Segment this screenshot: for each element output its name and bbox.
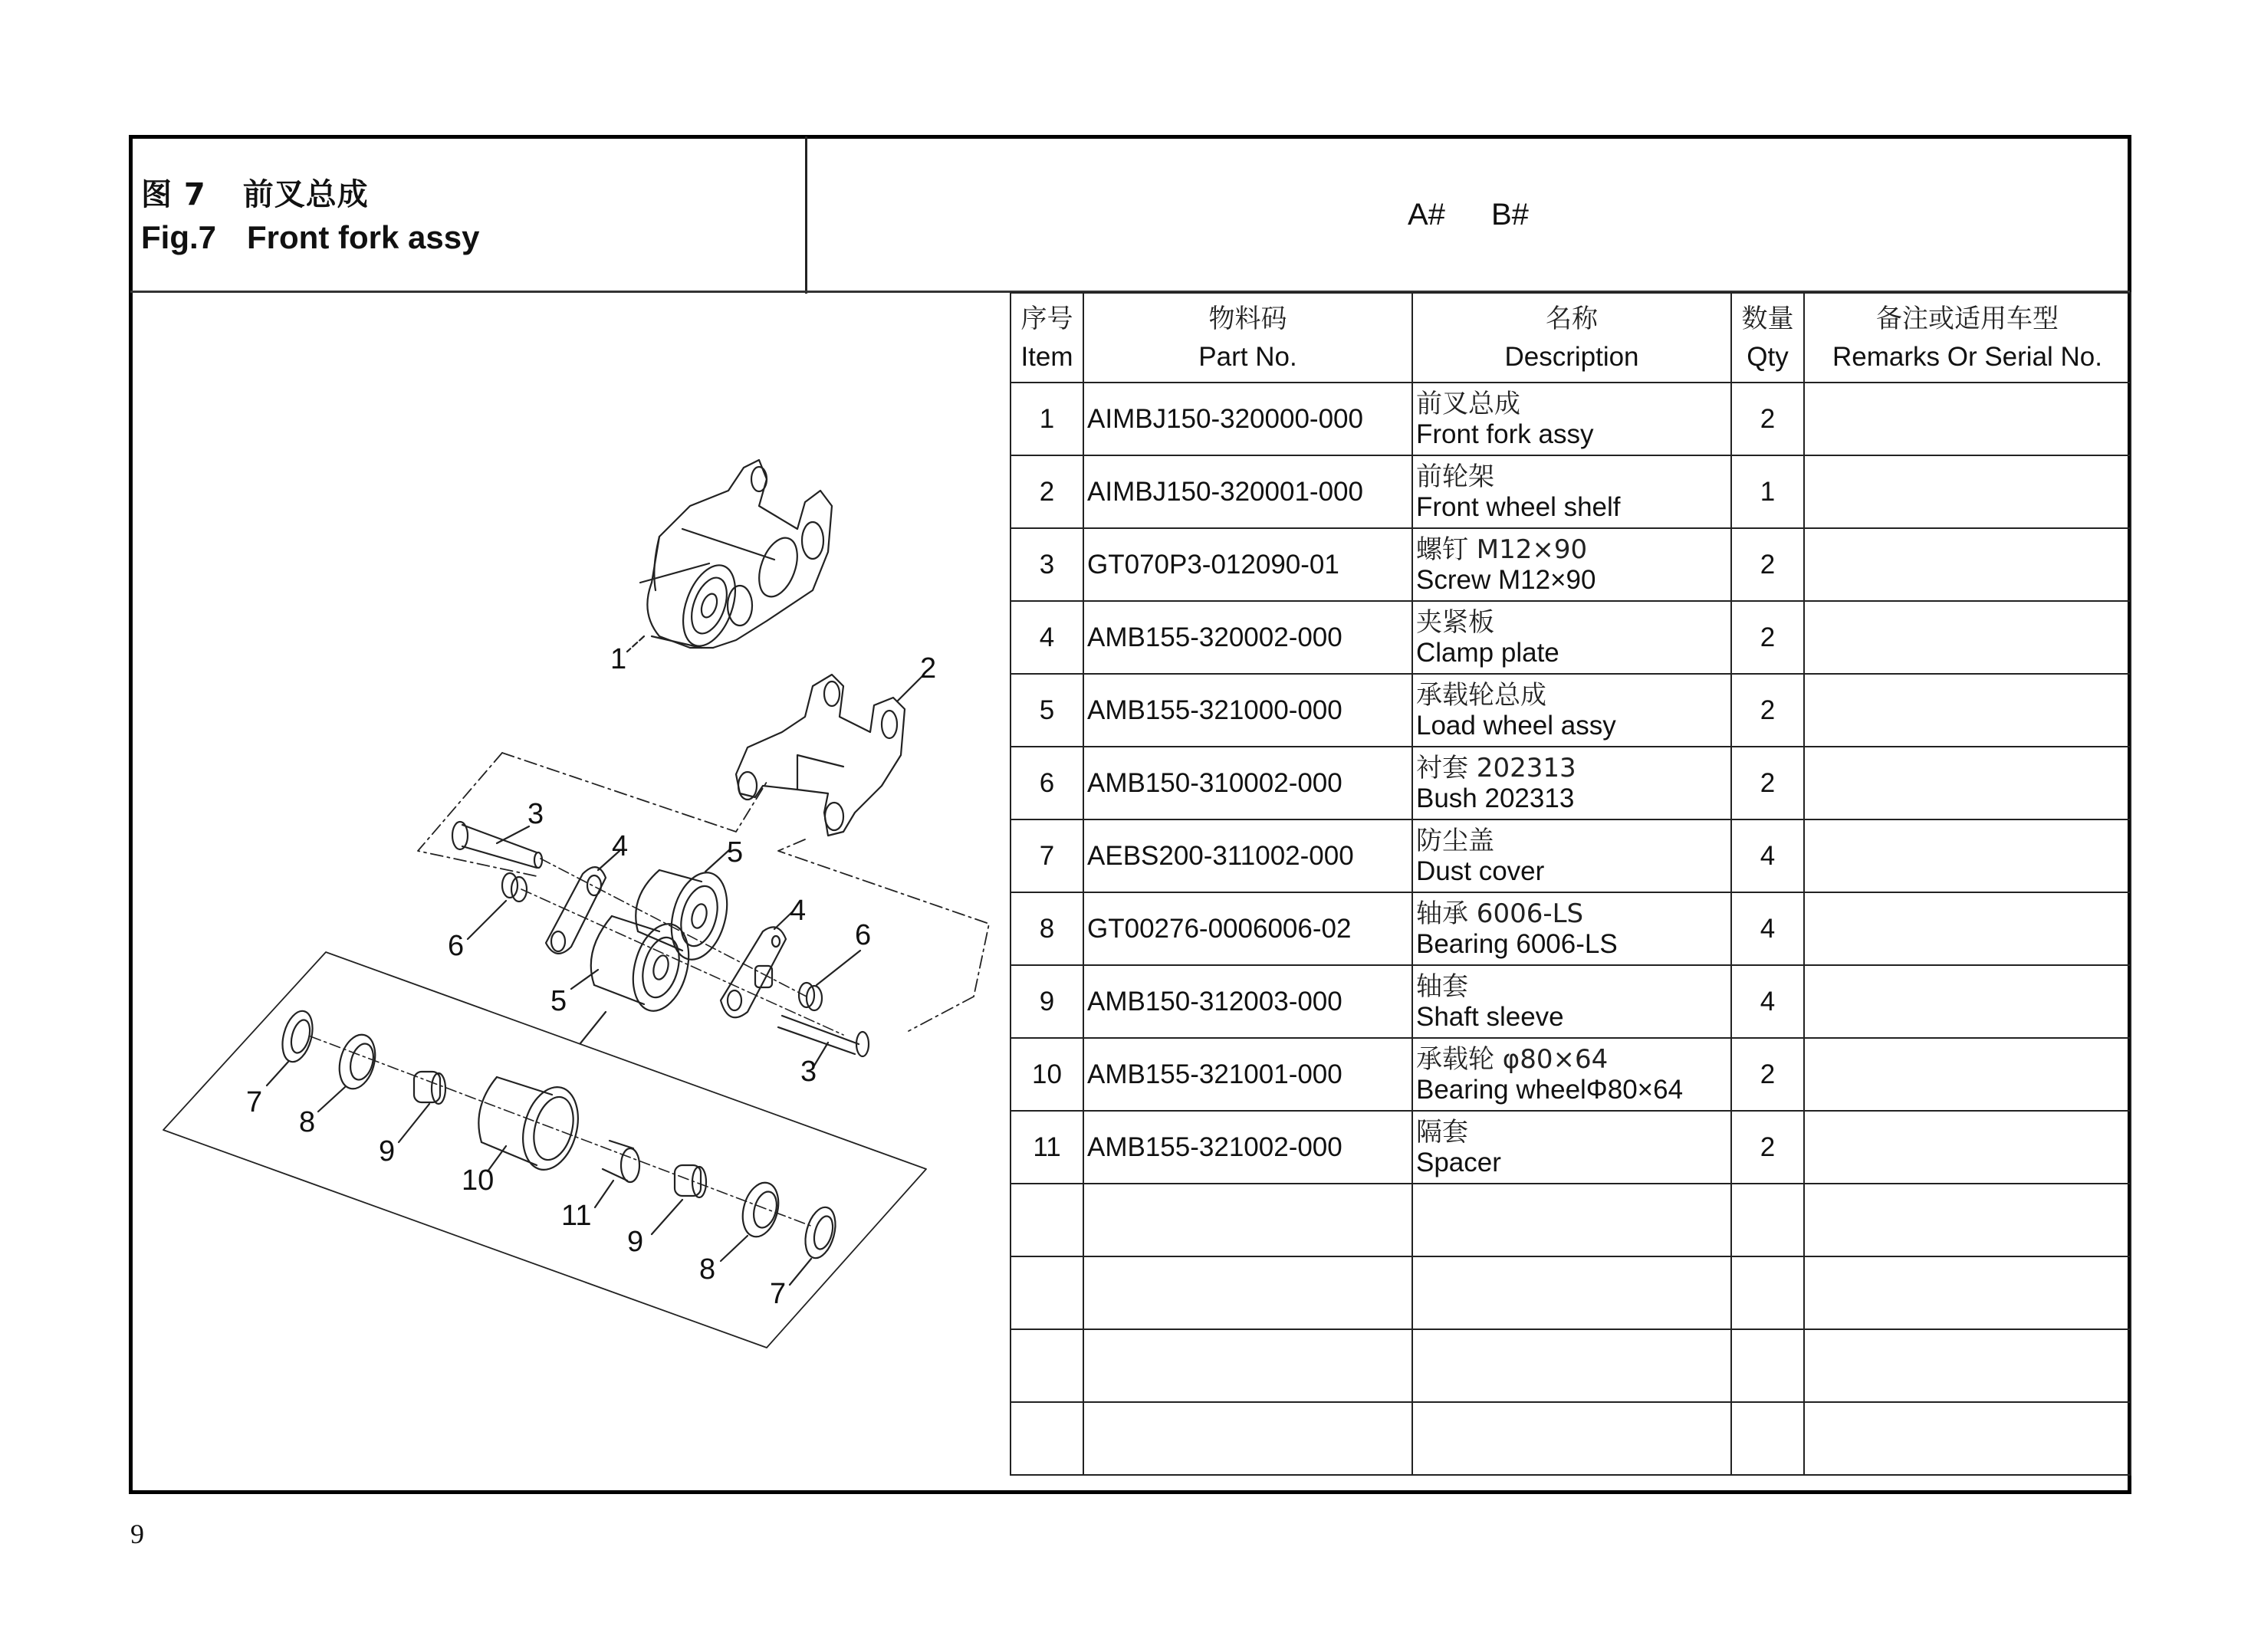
table-row <box>1011 1256 2131 1329</box>
description-cn: 前轮架 <box>1416 461 1494 492</box>
cell-part-no: AIMBJ150-320001-000 <box>1083 455 1412 528</box>
description-cn: 隔套 <box>1416 1116 1468 1148</box>
figure-number-en: Fig.7 <box>141 219 217 255</box>
table-row <box>1011 383 2131 455</box>
cell-part-no: AIMBJ150-320000-000 <box>1083 383 1412 455</box>
description-en: Bush 202313 <box>1416 783 1575 813</box>
cell-part-no: GT00276-0006006-02 <box>1083 892 1412 965</box>
callout-3-upper: 3 <box>527 798 544 830</box>
cell-remarks <box>1804 892 2131 965</box>
callout-1: 1 <box>610 643 627 675</box>
title-divider <box>805 136 807 294</box>
bush-left-drawing <box>468 873 527 939</box>
callout-9-right: 9 <box>627 1226 644 1258</box>
cell-description <box>1412 674 1731 747</box>
cell-part-no: AMB155-320002-000 <box>1083 601 1412 674</box>
table-row <box>1011 819 2131 892</box>
cell-qty <box>1731 1402 1804 1475</box>
description-cn: 轴承 6006-LS <box>1416 898 1584 929</box>
cell-item: 7 <box>1011 819 1083 892</box>
cell-part-no <box>1083 1402 1412 1475</box>
cell-remarks <box>1804 674 2131 747</box>
cell-qty: 4 <box>1731 819 1804 892</box>
table-row <box>1011 965 2131 1038</box>
description-cn: 前叉总成 <box>1416 388 1520 419</box>
figure-name-en: Front fork assy <box>247 219 480 255</box>
callout-7-right: 7 <box>770 1278 787 1310</box>
cell-part-no: AMB155-321000-000 <box>1083 674 1412 747</box>
cell-qty <box>1731 1184 1804 1256</box>
cell-part-no <box>1083 1329 1412 1402</box>
cell-description <box>1412 1256 1731 1329</box>
cell-item <box>1011 1256 1083 1329</box>
table-row <box>1011 1038 2131 1111</box>
cell-remarks <box>1804 1256 2131 1329</box>
bearing-left-drawing <box>318 1031 381 1112</box>
col-header-part-no: 物料码 Part No. <box>1083 293 1412 383</box>
callout-3-lower: 3 <box>800 1056 817 1088</box>
cell-qty <box>1731 1329 1804 1402</box>
cell-remarks <box>1804 383 2131 455</box>
col-header-description: 名称 Description <box>1412 293 1731 383</box>
cell-part-no: GT070P3-012090-01 <box>1083 528 1412 601</box>
cell-remarks <box>1804 601 2131 674</box>
callout-8-right: 8 <box>699 1253 716 1286</box>
spacer-drawing <box>595 1141 639 1207</box>
figure-name-cn: 前叉总成 <box>242 177 369 212</box>
table-row <box>1011 1184 2131 1256</box>
cell-item: 1 <box>1011 383 1083 455</box>
parts-table <box>1010 292 2131 1476</box>
description-en: Load wheel assy <box>1416 710 1616 741</box>
cell-qty: 4 <box>1731 892 1804 965</box>
cell-description <box>1412 455 1731 528</box>
table-row <box>1011 1329 2131 1402</box>
description-cn: 轴套 <box>1416 971 1468 1002</box>
cell-description <box>1412 892 1731 965</box>
load-wheel-lower-drawing <box>571 916 698 1017</box>
table-row <box>1011 892 2131 965</box>
cell-part-no: AMB150-312003-000 <box>1083 965 1412 1038</box>
table-row <box>1011 674 2131 747</box>
figure-number-cn: 图 7 <box>141 177 206 212</box>
description-en: Dust cover <box>1416 856 1545 886</box>
shaft-sleeve-left-drawing <box>399 1072 445 1142</box>
front-wheel-shelf-drawing <box>736 675 924 836</box>
cell-remarks <box>1804 1184 2131 1256</box>
description-cn: 承载轮总成 <box>1416 679 1546 711</box>
callout-4-left: 4 <box>612 830 629 862</box>
col-header-qty: 数量 Qty <box>1731 293 1804 383</box>
bearing-right-drawing <box>721 1179 784 1261</box>
cell-qty <box>1731 1256 1804 1329</box>
callout-6-left: 6 <box>448 930 465 962</box>
load-wheel-explode-box <box>163 952 926 1348</box>
callout-10: 10 <box>462 1164 495 1197</box>
callout-6-right: 6 <box>855 919 872 951</box>
description-en: Front wheel shelf <box>1416 491 1621 522</box>
cell-description <box>1412 819 1731 892</box>
callout-5-upper: 5 <box>727 836 744 869</box>
cell-item: 2 <box>1011 455 1083 528</box>
cell-description <box>1412 747 1731 819</box>
cell-description <box>1412 383 1731 455</box>
model-b: B# <box>1490 198 1529 232</box>
callout-9-left: 9 <box>379 1135 396 1168</box>
cell-item <box>1011 1184 1083 1256</box>
cell-item: 11 <box>1011 1111 1083 1184</box>
cell-part-no: AEBS200-311002-000 <box>1083 819 1412 892</box>
cell-description <box>1412 1111 1731 1184</box>
cell-part-no: AMB155-321001-000 <box>1083 1038 1412 1111</box>
table-row <box>1011 747 2131 819</box>
cell-remarks <box>1804 1038 2131 1111</box>
figure-title-en <box>141 219 479 256</box>
cell-remarks <box>1804 819 2131 892</box>
callout-8-left: 8 <box>299 1106 316 1138</box>
description-cn: 衬套 202313 <box>1416 752 1576 783</box>
cell-qty: 2 <box>1731 1038 1804 1111</box>
cell-description <box>1412 965 1731 1038</box>
callout-11: 11 <box>561 1200 592 1232</box>
cell-remarks <box>1804 455 2131 528</box>
description-en: Screw M12×90 <box>1416 564 1596 595</box>
screw-lower-drawing <box>778 1016 869 1066</box>
callout-2: 2 <box>920 652 937 685</box>
page-number: 9 <box>130 1519 144 1549</box>
cell-qty: 4 <box>1731 965 1804 1038</box>
table-row <box>1011 1111 2131 1184</box>
bearing-wheel-drawing <box>478 1077 587 1176</box>
cell-qty: 2 <box>1731 747 1804 819</box>
cell-description <box>1412 528 1731 601</box>
cell-part-no: AMB155-321002-000 <box>1083 1111 1412 1184</box>
cell-item <box>1011 1329 1083 1402</box>
dust-cover-left-drawing <box>267 1007 317 1085</box>
cell-remarks <box>1804 1402 2131 1475</box>
description-en: Front fork assy <box>1416 419 1594 449</box>
model-a: A# <box>1408 198 1445 232</box>
cell-item: 9 <box>1011 965 1083 1038</box>
cell-description <box>1412 1184 1731 1256</box>
figure-title-cn <box>141 170 369 214</box>
col-header-item: 序号 Item <box>1011 293 1083 383</box>
table-row <box>1011 601 2131 674</box>
table-header-row <box>1011 293 2131 383</box>
description-cn: 螺钉 M12×90 <box>1416 534 1588 565</box>
description-en: Spacer <box>1416 1147 1501 1177</box>
cell-qty: 2 <box>1731 383 1804 455</box>
cell-description <box>1412 1038 1731 1111</box>
description-en: Bearing 6006-LS <box>1416 928 1618 959</box>
callout-4-right: 4 <box>790 895 807 927</box>
cell-qty: 2 <box>1731 601 1804 674</box>
callout-5-lower: 5 <box>550 985 567 1017</box>
cell-part-no: AMB150-310002-000 <box>1083 747 1412 819</box>
clamp-plate-right-drawing <box>721 911 794 1017</box>
cell-remarks <box>1804 747 2131 819</box>
table-row <box>1011 528 2131 601</box>
cell-description <box>1412 1329 1731 1402</box>
callout-7-left: 7 <box>246 1086 263 1118</box>
parts-table-body <box>1011 383 2131 1475</box>
cell-qty: 2 <box>1731 674 1804 747</box>
applicable-models <box>1408 198 1575 232</box>
cell-item <box>1011 1402 1083 1475</box>
cell-remarks <box>1804 528 2131 601</box>
table-row <box>1011 1402 2131 1475</box>
cell-remarks <box>1804 1329 2131 1402</box>
cell-item: 5 <box>1011 674 1083 747</box>
box-link-line <box>580 1012 606 1043</box>
description-en: Clamp plate <box>1416 637 1559 668</box>
bush-right-drawing <box>799 951 860 1010</box>
cell-description <box>1412 1402 1731 1475</box>
cell-item: 4 <box>1011 601 1083 674</box>
cell-remarks <box>1804 965 2131 1038</box>
clamp-plate-left-drawing <box>546 851 619 954</box>
cell-part-no <box>1083 1184 1412 1256</box>
cell-remarks <box>1804 1111 2131 1184</box>
cell-qty: 2 <box>1731 528 1804 601</box>
exploded-view-diagram <box>133 294 1009 1491</box>
cell-part-no <box>1083 1256 1412 1329</box>
cell-qty: 1 <box>1731 455 1804 528</box>
cell-item: 3 <box>1011 528 1083 601</box>
description-en: Bearing wheelΦ80×64 <box>1416 1074 1684 1105</box>
description-cn: 防尘盖 <box>1416 825 1494 856</box>
description-cn: 夹紧板 <box>1416 606 1494 638</box>
table-row <box>1011 455 2131 528</box>
cell-item: 10 <box>1011 1038 1083 1111</box>
cell-qty: 2 <box>1731 1111 1804 1184</box>
cell-description <box>1412 601 1731 674</box>
description-en: Shaft sleeve <box>1416 1001 1564 1032</box>
cell-item: 8 <box>1011 892 1083 965</box>
cell-item: 6 <box>1011 747 1083 819</box>
front-fork-assembly-drawing <box>627 460 832 653</box>
description-cn: 承载轮 φ80×64 <box>1416 1043 1609 1075</box>
exploded-view-svg <box>133 294 1009 1491</box>
col-header-remarks: 备注或适用车型 Remarks Or Serial No. <box>1804 293 2131 383</box>
